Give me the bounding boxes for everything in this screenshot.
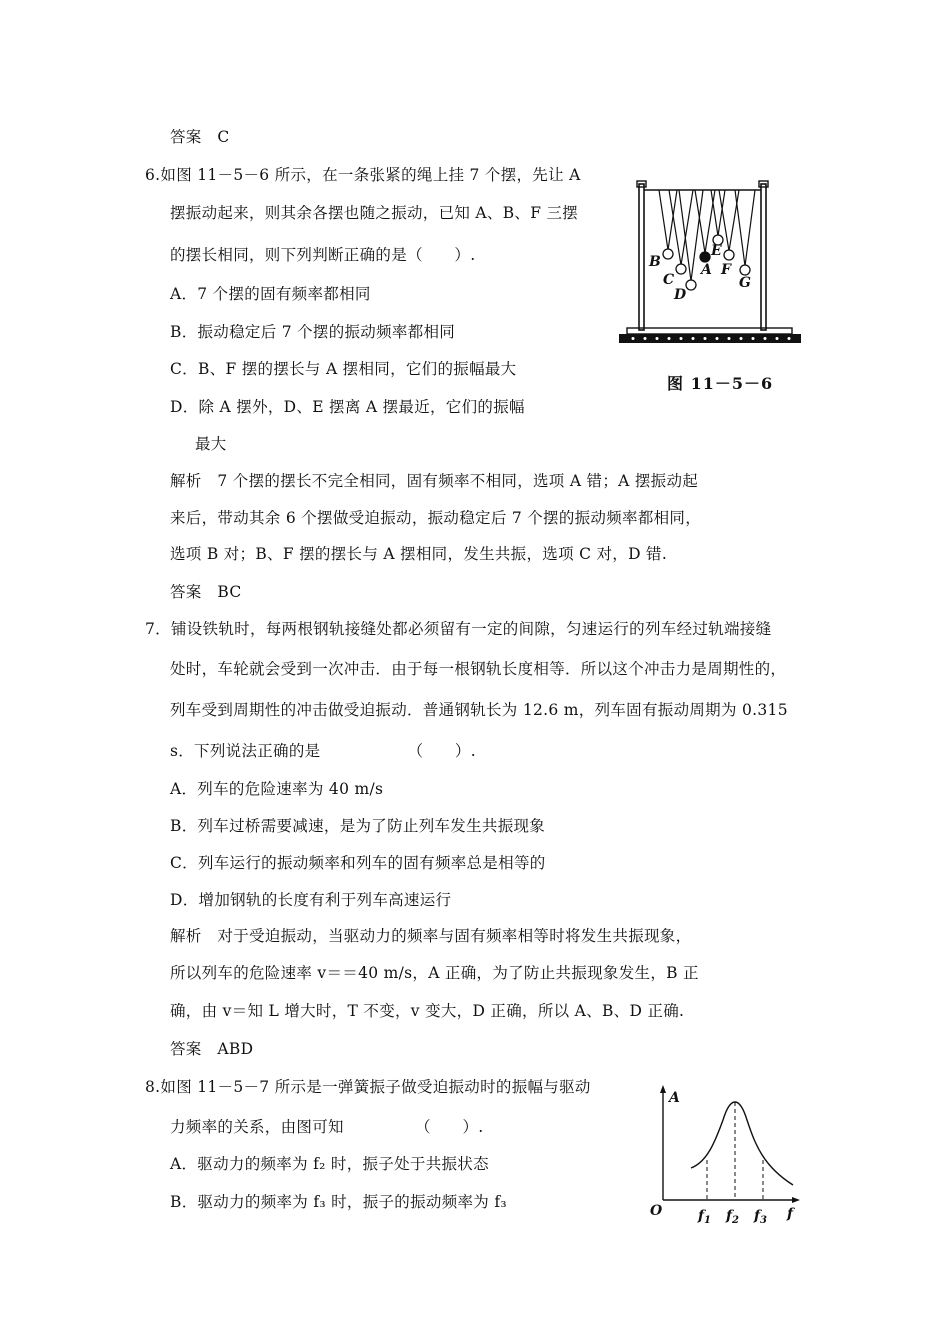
q6-analysis-line2: 来后，带动其余 6 个摆做受迫振动，振动稳定后 7 个摆的振动频率都相同，	[170, 509, 702, 527]
q7-option-c: C．列车运行的振动频率和列车的固有频率总是相等的	[170, 854, 546, 872]
q7-analysis-line1: 解析 对于受迫振动，当驱动力的频率与固有频率相等时将发生共振现象，	[170, 927, 692, 945]
q6-stem-line2: 摆振动起来，则其余各摆也随之振动，已知 A、B、F 三摆	[170, 204, 579, 222]
q7-stem-line1: 7．铺设铁轨时，每两根钢轨接缝处都必须留有一定的间隙，匀速运行的列车经过轨端接缝	[145, 620, 772, 638]
q7-stem-line3: 列车受到周期性的冲击做受迫振动．普通钢轨长为 12.6 m，列车固有振动周期为 0.315	[170, 701, 788, 719]
q6-stem-line1: 6.如图 11－5－6 所示，在一条张紧的绳上挂 7 个摆，先让 A	[145, 166, 581, 184]
label-c: C	[663, 272, 675, 288]
q7-option-d: D．增加钢轨的长度有利于列车高速运行	[170, 891, 452, 909]
q6-option-d: D．除 A 摆外，D、E 摆离 A 摆最近，它们的振幅	[170, 398, 525, 416]
q8-stem-line1: 8.如图 11－5－7 所示是一弹簧振子做受迫振动时的振幅与驱动	[145, 1078, 591, 1096]
q7-analysis-line3: 确，由 v＝知 L 增大时，T 不变，v 变大，D 正确，所以 A、B、D 正确.	[170, 1002, 685, 1020]
q7-stem-line2: 处时，车轮就会受到一次冲击．由于每一根钢轨长度相等．所以这个冲击力是周期性的，	[170, 660, 787, 678]
tick-f2: $f_2$	[726, 1208, 739, 1226]
label-e: E	[711, 243, 722, 259]
y-axis-label: A	[669, 1090, 680, 1106]
resonance-curve-figure	[645, 1082, 805, 1227]
q8-option-b: B．驱动力的频率为 f₃ 时，振子的振动频率为 f₃	[170, 1193, 507, 1211]
tick-f1: $f_1$	[698, 1208, 711, 1226]
q6-analysis-line1: 解析 7 个摆的摆长不完全相同，固有频率不相同，选项 A 错；A 摆振动起	[170, 472, 699, 490]
q6-option-c: C．B、F 摆的摆长与 A 摆相同，它们的振幅最大	[170, 360, 517, 378]
label-b: B	[649, 254, 661, 270]
label-g: G	[739, 275, 751, 291]
pendulum-figure	[615, 178, 805, 350]
answer-6: 答案 BC	[170, 583, 242, 601]
q6-option-b: B．振动稳定后 7 个摆的振动频率都相同	[170, 323, 456, 341]
q8-option-a: A．驱动力的频率为 f₂ 时，振子处于共振状态	[170, 1155, 489, 1173]
q7-option-b: B．列车过桥需要减速，是为了防止列车发生共振现象	[170, 817, 546, 835]
figure1-caption: 图 11－5－6	[667, 374, 774, 393]
answer-5: 答案 C	[170, 128, 230, 146]
origin-label: O	[650, 1203, 663, 1219]
label-d: D	[674, 287, 687, 303]
label-f: F	[721, 262, 731, 278]
q6-option-d-cont: 最大	[195, 435, 227, 453]
label-a: A	[701, 262, 712, 278]
q6-stem-line3: 的摆长相同，则下列判断正确的是（ ）.	[170, 246, 476, 264]
q7-stem-line4: s．下列说法正确的是 （ ）.	[170, 742, 476, 760]
q6-analysis-line3: 选项 B 对；B、F 摆的摆长与 A 摆相同，发生共振，选项 C 对，D 错.	[170, 545, 668, 563]
q8-stem-line2: 力频率的关系，由图可知 （ ）.	[170, 1118, 484, 1136]
q7-analysis-line2: 所以列车的危险速率 v＝＝40 m/s，A 正确，为了防止共振现象发生，B 正	[170, 964, 699, 982]
q6-option-a: A．7 个摆的固有频率都相同	[170, 285, 371, 303]
tick-f3: $f_3$	[754, 1208, 767, 1226]
answer-7: 答案 ABD	[170, 1040, 254, 1058]
x-axis-label: f	[787, 1206, 794, 1222]
q7-option-a: A．列车的危险速率为 40 m/s	[170, 780, 384, 798]
